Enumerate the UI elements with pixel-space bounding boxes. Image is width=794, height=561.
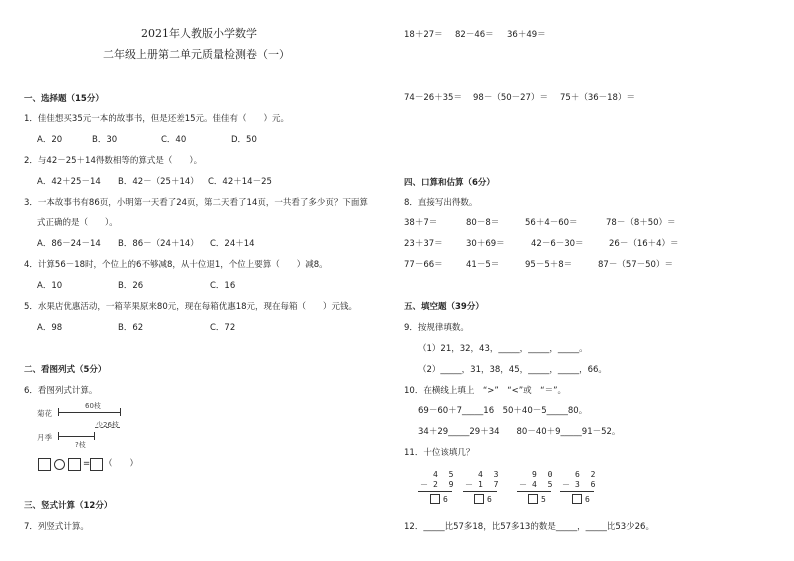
question-10: 10．在横线上填上 “>” “<”或 “＝”。 xyxy=(404,386,566,396)
minus-sign: － xyxy=(465,480,473,489)
question-5: 5．水果店优惠活动，一箱苹果原来80元，现在每箱优惠18元，现在每箱（ ）元钱。 xyxy=(24,302,358,312)
question-9-part-2[interactable]: （2）_____，31，38，45，_____，_____，66。 xyxy=(418,365,607,375)
vertical-rule xyxy=(463,491,497,492)
mental-calc: 26－（16＋4）＝ xyxy=(609,239,679,249)
q4-option-c[interactable]: C．16 xyxy=(210,281,236,291)
section-4-heading: 四、口算和估算（6分） xyxy=(404,178,495,188)
calc-5: 98－（50－27）＝ xyxy=(473,93,548,103)
section-5-heading: 五、填空题（39分） xyxy=(404,302,484,312)
q5-option-b[interactable]: B．62 xyxy=(118,323,144,333)
vertical-minuend: 9 0 xyxy=(532,470,556,479)
answer-box[interactable] xyxy=(90,458,103,471)
mental-calc: 41－5＝ xyxy=(466,260,500,270)
question-3-line2: 式正确的是（ ）。 xyxy=(37,218,118,228)
mental-calc: 77－66＝ xyxy=(404,260,443,270)
question-10-part-2[interactable]: 34＋29_____29＋34 80－40＋9_____91－52。 xyxy=(418,427,621,437)
diagram-tick xyxy=(58,408,59,416)
mental-calc: 42－6－30＝ xyxy=(531,239,584,249)
section-2-heading: 二、看图列式（5分） xyxy=(24,365,107,375)
unit-paren: （ ） xyxy=(104,459,139,469)
calc-6: 75＋（36－18）＝ xyxy=(560,93,635,103)
calc-4: 74－26＋35＝ xyxy=(404,93,462,103)
ones-digit: 6 xyxy=(443,495,451,504)
mental-calc: 95－5＋8＝ xyxy=(525,260,573,270)
minus-sign: － xyxy=(420,480,428,489)
question-10-part-1[interactable]: 69－60＋7_____16 50＋40－5_____80。 xyxy=(418,406,588,416)
mental-calc: 78－（8＋50）＝ xyxy=(606,218,676,228)
question-9: 9．按规律填数。 xyxy=(404,323,469,333)
ones-digit: 6 xyxy=(487,495,495,504)
q2-option-c[interactable]: C．42＋14－25 xyxy=(208,177,272,187)
equals-sign: = xyxy=(83,459,91,469)
diagram-top-value: 60枝 xyxy=(85,402,101,410)
diagram-difference-line xyxy=(95,427,120,428)
diagram-label-chrysanthemum: 菊花 xyxy=(37,409,52,418)
question-1: 1．佳佳想买35元一本的故事书，但是还差15元。佳佳有（ ）元。 xyxy=(24,114,290,124)
question-12[interactable]: 12．_____比57多18，比57多13的数是_____，_____比53少26。 xyxy=(404,522,654,532)
minus-sign: － xyxy=(519,480,527,489)
diagram-unknown-value: ?枝 xyxy=(75,441,86,449)
tens-digit-box[interactable] xyxy=(572,494,582,504)
mental-calc: 80－8＝ xyxy=(466,218,500,228)
page-title: 2021年人教版小学数学 xyxy=(141,27,257,40)
q4-option-a[interactable]: A．10 xyxy=(37,281,63,291)
operator-circle[interactable] xyxy=(54,459,65,470)
section-1-heading: 一、选择题（15分） xyxy=(24,94,104,104)
diagram-tick xyxy=(58,432,59,440)
vertical-rule xyxy=(560,491,594,492)
vertical-rule xyxy=(418,491,452,492)
ones-digit: 5 xyxy=(541,495,549,504)
question-9-part-1[interactable]: （1）21，32，43，_____，_____，_____。 xyxy=(418,344,588,354)
vertical-subtrahend: 1 7 xyxy=(478,480,502,489)
question-8: 8．直接写出得数。 xyxy=(404,198,478,208)
diagram-bar-chrysanthemum xyxy=(58,412,120,413)
calc-3: 36＋49＝ xyxy=(507,30,546,40)
question-4: 4．计算56－18时，个位上的6不够减8，从十位退1，个位上要算（ ）减8。 xyxy=(24,260,328,270)
question-11: 11．十位该填几？ xyxy=(404,448,475,458)
q2-option-b[interactable]: B．42－（25＋14） xyxy=(118,177,199,187)
q5-option-c[interactable]: C．72 xyxy=(210,323,236,333)
section-3-heading: 三、竖式计算（12分） xyxy=(24,501,113,511)
diagram-tick xyxy=(120,408,121,416)
diagram-bar-rose xyxy=(58,436,94,437)
question-6: 6．看图列式计算。 xyxy=(24,386,98,396)
tens-digit-box[interactable] xyxy=(528,494,538,504)
q4-option-b[interactable]: B．26 xyxy=(118,281,144,291)
ones-digit: 6 xyxy=(585,495,593,504)
answer-box[interactable] xyxy=(38,458,51,471)
q1-option-a[interactable]: A．20 xyxy=(37,135,63,145)
question-2: 2．与42－25＋14得数相等的算式是（ ）。 xyxy=(24,156,203,166)
q3-option-c[interactable]: C．24＋14 xyxy=(210,239,255,249)
q3-option-a[interactable]: A．86－24－14 xyxy=(37,239,101,249)
question-3-line1: 3．一本故事书有86页，小明第一天看了24页，第二天看了14页，一共看了多少页？下面算 xyxy=(24,198,368,208)
calc-1: 18＋27＝ xyxy=(404,30,443,40)
vertical-rule xyxy=(517,491,551,492)
q1-option-b[interactable]: B．30 xyxy=(92,135,118,145)
q3-option-b[interactable]: B．86－（24＋14） xyxy=(118,239,199,249)
question-7: 7．列竖式计算。 xyxy=(24,522,89,532)
q1-option-d[interactable]: D．50 xyxy=(231,135,257,145)
vertical-subtrahend: 4 5 xyxy=(532,480,556,489)
diagram-tick xyxy=(94,432,95,440)
q5-option-a[interactable]: A．98 xyxy=(37,323,63,333)
tens-digit-box[interactable] xyxy=(430,494,440,504)
vertical-minuend: 4 3 xyxy=(478,470,502,479)
mental-calc: 30＋69＝ xyxy=(466,239,505,249)
vertical-subtrahend: 2 9 xyxy=(433,480,457,489)
diagram-less-value: 少26枝 xyxy=(96,421,119,429)
vertical-minuend: 6 2 xyxy=(575,470,599,479)
vertical-minuend: 4 5 xyxy=(433,470,457,479)
mental-calc: 23＋37＝ xyxy=(404,239,443,249)
mental-calc: 38＋7＝ xyxy=(404,218,438,228)
calc-2: 82－46＝ xyxy=(455,30,494,40)
mental-calc: 87－（57－50）＝ xyxy=(598,260,673,270)
q1-option-c[interactable]: C．40 xyxy=(161,135,187,145)
q2-option-a[interactable]: A．42＋25－14 xyxy=(37,177,101,187)
page-subtitle: 二年级上册第二单元质量检测卷（一） xyxy=(103,48,290,61)
diagram-label-rose: 月季 xyxy=(37,433,52,442)
tens-digit-box[interactable] xyxy=(474,494,484,504)
minus-sign: － xyxy=(562,480,570,489)
mental-calc: 56＋4－60＝ xyxy=(525,218,578,228)
answer-box[interactable] xyxy=(68,458,81,471)
vertical-subtrahend: 3 6 xyxy=(575,480,599,489)
